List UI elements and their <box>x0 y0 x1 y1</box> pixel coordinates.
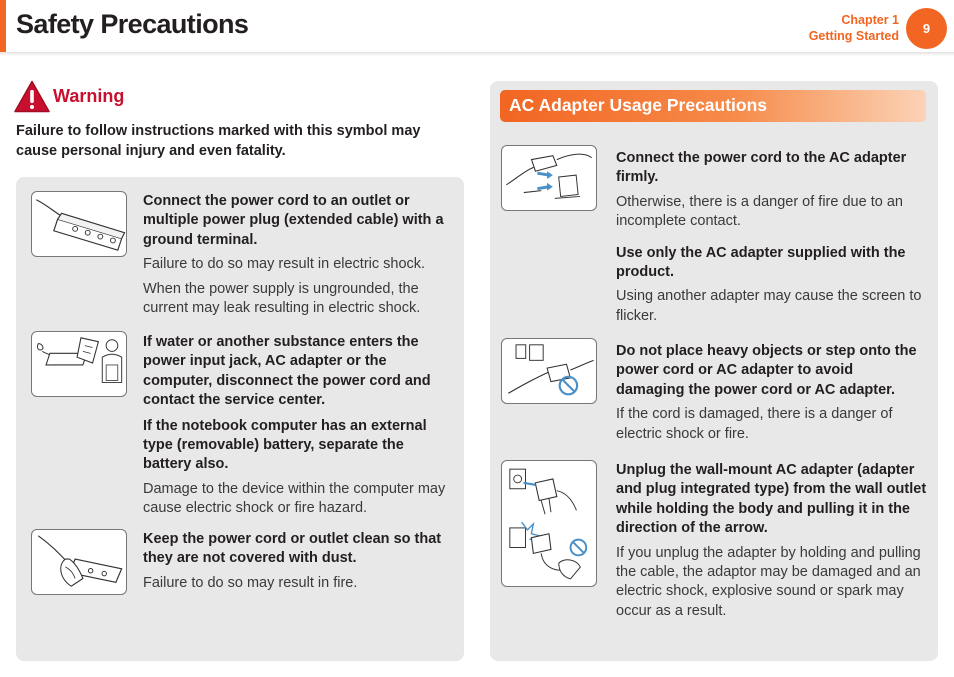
left-item-2 <box>143 333 449 519</box>
chapter-number: Chapter 1 <box>841 13 899 27</box>
item-instruction: Connect the power cord to an outlet or multiple power plug (extended cable) with a ground terminal. <box>143 193 444 248</box>
clean-plug-icon <box>31 529 127 595</box>
item-instruction: Unplug the wall-mount AC adapter (adapter and plug integrated type) from the wall outlet while holding the body and pulling it in the direction of the arrow. <box>616 462 927 537</box>
left-item-3 <box>143 530 449 593</box>
no-step-cord-icon <box>501 338 597 404</box>
unplug-adapter-icon <box>501 460 597 587</box>
header-accent-bar <box>0 0 6 52</box>
left-item-1 <box>143 192 449 318</box>
right-item-2 <box>616 342 922 444</box>
chapter-title: Getting Started <box>808 29 899 43</box>
section-title: AC Adapter Usage Precautions <box>509 95 768 115</box>
item-instruction: If water or another substance enters the power input jack, AC adapter or the computer, disconnect the power cord and contact the service center. <box>143 334 431 409</box>
water-spill-service-icon <box>31 331 127 397</box>
power-strip-icon <box>31 191 127 257</box>
item-instruction: Do not place heavy objects or step onto the power cord or AC adapter to avoid damaging the power cord or AC adapter. <box>616 343 917 398</box>
page-number-badge: 9 <box>906 8 947 49</box>
item-explanation: If you unplug the adapter by holding and pulling the cable, the adaptor may be damaged and an electric shock, explosive sound or spark may occur as a result. <box>616 544 921 619</box>
item-instruction: Keep the power cord or outlet clean so that they are not covered with dust. <box>143 531 442 567</box>
item-explanation: When the power supply is ungrounded, the current may leak resulting in electric shock. <box>143 280 421 317</box>
adapter-connection-icon <box>501 145 597 211</box>
item-instruction: Connect the power cord to the AC adapter firmly. <box>616 150 907 186</box>
item-explanation: Using another adapter may cause the screen to flicker. <box>616 288 922 324</box>
item-instruction: If the notebook computer has an external type (removable) battery, separate the battery also. <box>143 417 427 473</box>
header-divider <box>0 52 954 56</box>
item-explanation: If the cord is damaged, there is a danger of electric shock or fire. <box>616 406 893 442</box>
right-item-3 <box>616 461 928 621</box>
item-explanation: Otherwise, there is a danger of fire due to an incomplete contact. <box>616 193 903 230</box>
chapter-label <box>809 12 899 44</box>
section-header-ac-adapter <box>500 90 926 122</box>
item-instruction: Use only the AC adapter supplied with the product. <box>616 244 906 281</box>
item-explanation: Damage to the device within the computer may cause electric shock or fire hazard. <box>143 480 446 517</box>
warning-triangle-icon <box>14 80 50 113</box>
right-item-1 <box>616 149 922 326</box>
warning-description: Failure to follow instructions marked with this symbol may cause personal injury and even fatality. <box>16 123 421 159</box>
item-explanation: Failure to do so may result in electric shock. <box>143 256 426 273</box>
item-explanation: Failure to do so may result in fire. <box>143 574 358 591</box>
page-title: Safety Precautions <box>16 9 249 39</box>
warning-title: Warning <box>53 86 125 106</box>
